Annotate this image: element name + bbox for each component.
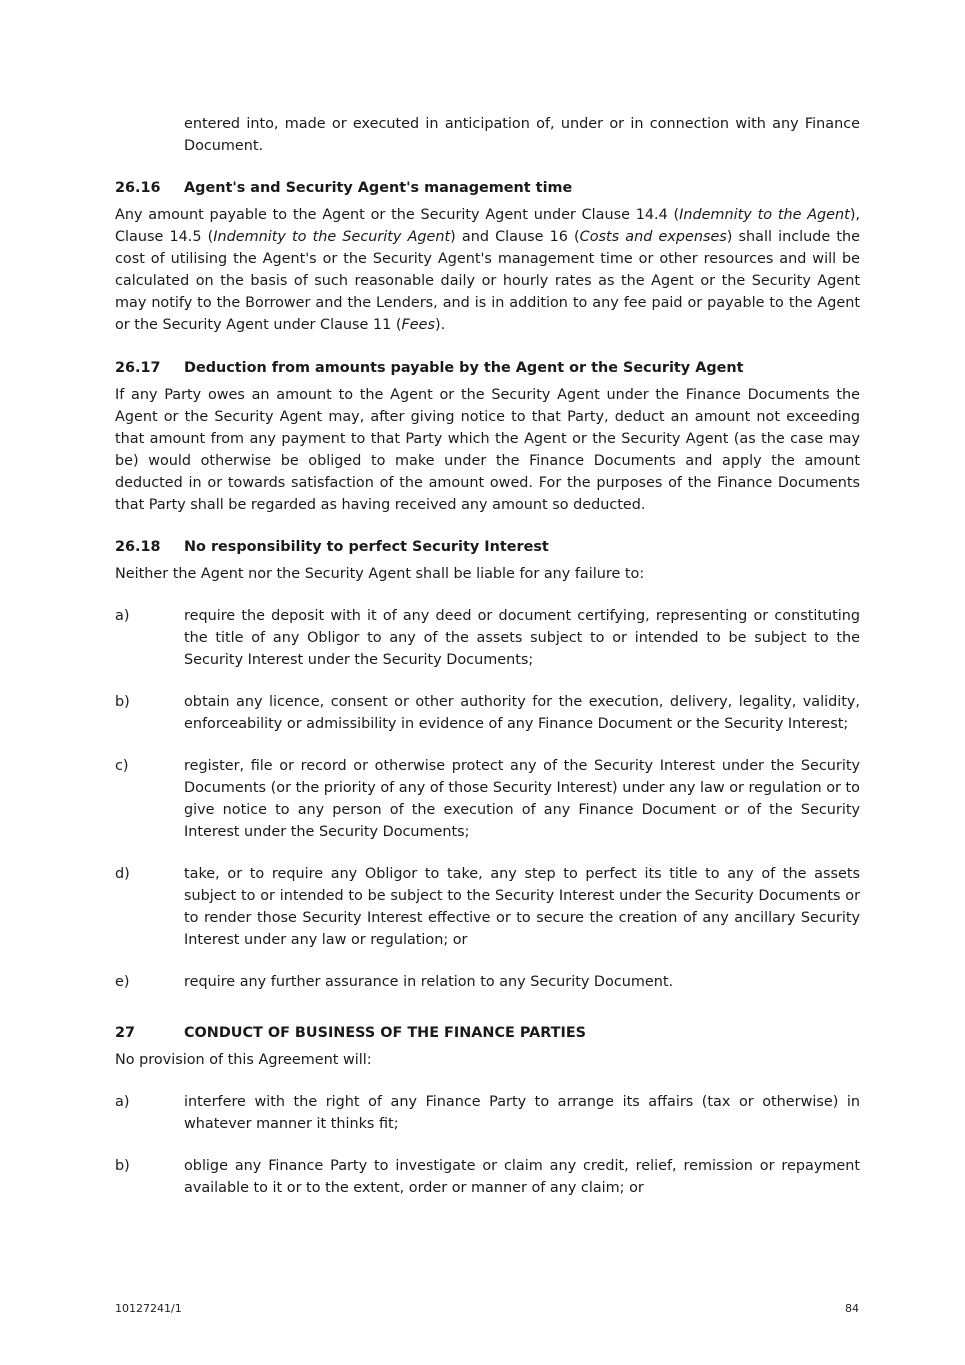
list-marker: a) xyxy=(115,1094,130,1110)
section-title: Agent's and Security Agent's management time xyxy=(184,180,573,196)
continuation-paragraph: entered into, made or executed in anticipation of, under or in connection with any Finance Document. xyxy=(184,116,860,154)
text-run: ), Clause 14.5 ( xyxy=(115,207,861,245)
text-run: ) and Clause 16 ( xyxy=(450,229,580,245)
list-marker: e) xyxy=(115,974,130,990)
section-number: 26.17 xyxy=(115,360,161,376)
paragraph-26-17: If any Party owes an amount to the Agent or the Security Agent under the Finance Documents the Agent or the Security Agent may, after giving notice to that Party, deduct an amount not exceeding that amount from any payment to that Party which the Agent or the Security Agent (as the case may be) would otherwise be obliged to make under the Finance Documents and apply the amount deducted in or towards satisfaction of the amount owed. For the purposes of the Finance Documents that Party shall be regarded as having received any amount so deducted. xyxy=(115,387,860,513)
list-item-text: require any further assurance in relation to any Security Document. xyxy=(184,974,674,990)
text-run: ). xyxy=(434,317,446,333)
list-marker: a) xyxy=(115,608,130,624)
list-item-text: oblige any Finance Party to investigate or claim any credit, relief, remission or repayment available to it or to the extent, order or manner of any claim; or xyxy=(184,1158,860,1196)
section-title: No responsibility to perfect Security Interest xyxy=(184,539,549,555)
section-title: Deduction from amounts payable by the Agent or the Security Agent xyxy=(184,360,744,376)
paragraph-26-16 xyxy=(115,204,860,336)
list-item-text: obtain any licence, consent or other authority for the execution, delivery, legality, validity, enforceability or admissibility in evidence of any Finance Document or the Security Interest; xyxy=(184,694,860,732)
list-item-text: interfere with the right of any Finance Party to arrange its affairs (tax or otherwise) in whatever manner it thinks fit; xyxy=(184,1094,860,1132)
footer-doc-ref: 10127241/1 xyxy=(115,1302,182,1315)
section-number: 26.18 xyxy=(115,539,161,555)
clause-reference: Fees xyxy=(401,317,435,333)
list-marker: d) xyxy=(115,866,130,882)
clause-reference: Indemnity to the Security Agent xyxy=(213,229,451,245)
list-item-text: take, or to require any Obligor to take, any step to perfect its title to any of the assets subject to or intended to be subject to the Security Interest under the Security Documents or to render those Security Interest effective or to secure the creation of any ancillary Security Interest under any law or regulation; or xyxy=(184,866,860,948)
list-item-text: register, file or record or otherwise protect any of the Security Interest under the Security Documents (or the priority of any of those Security Interest) under any law or regulation or to give notice to any person of the execution of any Finance Document or of the Security Interest under the Security Documents; xyxy=(184,758,860,840)
footer-page-number: 84 xyxy=(845,1302,859,1315)
section-number: 26.16 xyxy=(115,180,161,196)
list-item-text: require the deposit with it of any deed or document certifying, representing or constituting the title of any Obligor to any of the assets subject to or intended to be subject to the Security Interest under the Security Documents; xyxy=(184,608,860,668)
paragraph-27-intro: No provision of this Agreement will: xyxy=(115,1052,372,1068)
list-marker: b) xyxy=(115,694,130,710)
text-run: Any amount payable to the Agent or the Security Agent under Clause 14.4 ( xyxy=(115,207,680,223)
list-marker: b) xyxy=(115,1158,130,1174)
list-marker: c) xyxy=(115,758,129,774)
section-title: CONDUCT OF BUSINESS OF THE FINANCE PARTIES xyxy=(184,1025,587,1041)
paragraph-26-18-intro: Neither the Agent nor the Security Agent shall be liable for any failure to: xyxy=(115,566,645,582)
section-number: 27 xyxy=(115,1025,136,1041)
clause-reference: Indemnity to the Agent xyxy=(679,207,850,223)
text-run: ) shall include the cost of utilising the Agent's or the Security Agent's management time or other resources and will be calculated on the basis of such reasonable daily or hourly rates as the Agent or the Security Agent may notify to the Borrower and the Lenders, and is in addition to any fee paid or payable to the Agent or the Security Agent under Clause 11 ( xyxy=(115,229,860,333)
clause-reference: Costs and expenses xyxy=(579,229,727,245)
